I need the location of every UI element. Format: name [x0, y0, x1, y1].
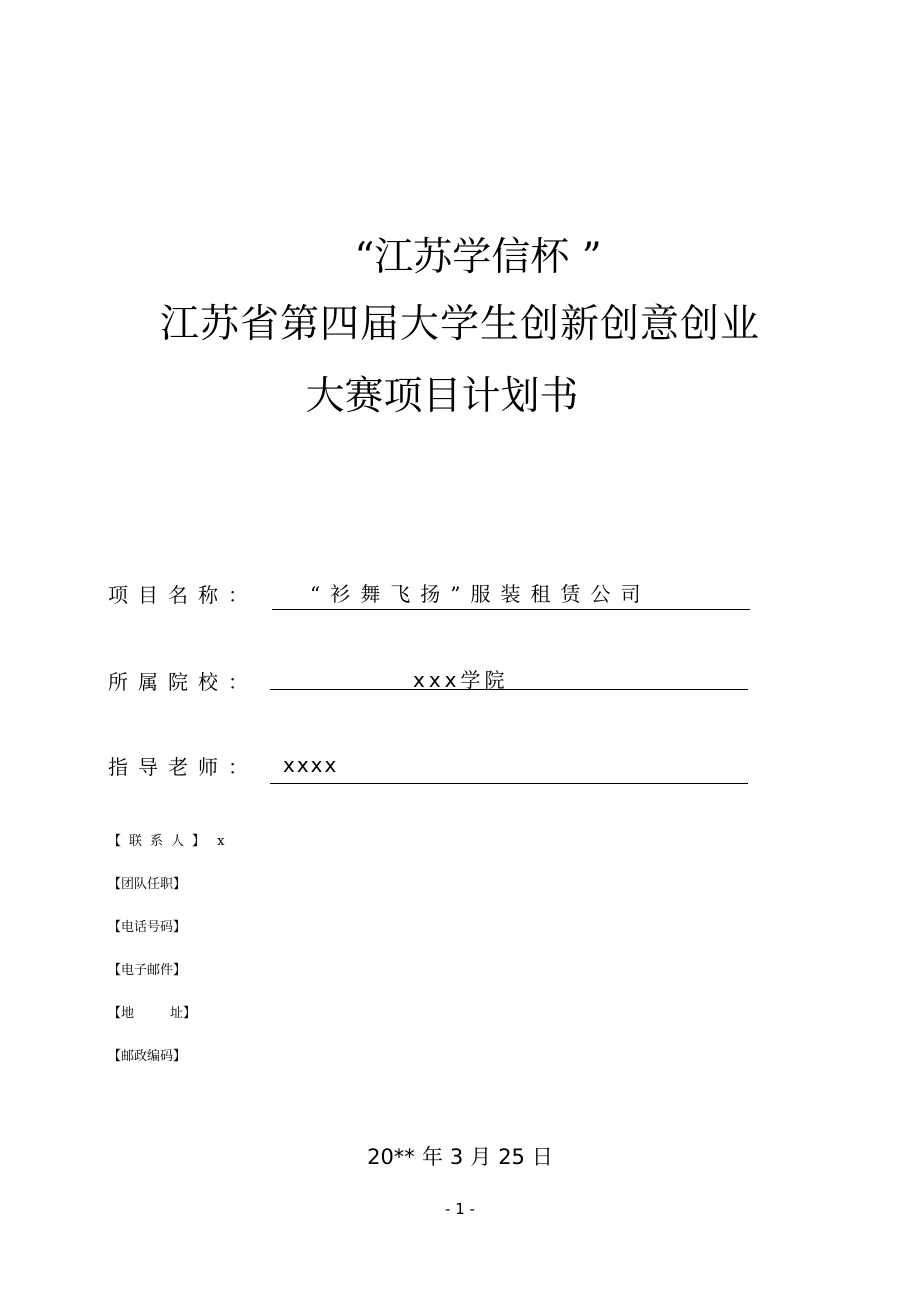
address-label-open: 【地 — [108, 1006, 135, 1021]
postcode-label: 【邮政编码】 — [108, 1049, 187, 1064]
contact-row — [108, 835, 225, 848]
team-role-label: 【团队任职】 — [108, 877, 187, 892]
postcode-row — [108, 1050, 186, 1063]
advisor-value: xxxx — [283, 753, 339, 777]
date-year: 20** — [367, 1145, 415, 1169]
title-line-2: 江苏省第四届大学生创新创意创业 — [159, 302, 760, 347]
date-month-unit: 月 — [470, 1145, 492, 1169]
advisor-label: 指导老师： — [108, 755, 258, 779]
date-line — [0, 1147, 920, 1168]
project-name-label: 项目名称： — [108, 583, 258, 607]
phone-row — [108, 921, 186, 934]
school-value: xxx学院 — [413, 668, 509, 692]
date-day: 25 — [498, 1145, 525, 1169]
contact-value: x — [217, 834, 225, 849]
project-name-underline — [272, 609, 750, 610]
school-label: 所属院校： — [108, 670, 258, 694]
title-line-1: “江苏学信杯 ” — [354, 235, 602, 280]
email-label: 【电子邮件】 — [108, 963, 187, 978]
address-row — [108, 1007, 196, 1020]
date-day-unit: 日 — [531, 1145, 553, 1169]
date-month: 3 — [449, 1145, 464, 1169]
contact-label: 【联系人】 — [108, 834, 214, 849]
team-role-row — [108, 878, 186, 891]
address-label-close: 址】 — [170, 1006, 197, 1021]
title-line-3: 大赛项目计划书 — [305, 374, 579, 419]
phone-label: 【电话号码】 — [108, 920, 187, 935]
school-underline — [270, 689, 748, 690]
project-name-value: “衫舞飞扬”服装租赁公司 — [310, 582, 651, 606]
page-number: - 1 - — [445, 1200, 475, 1218]
email-row — [108, 964, 186, 977]
date-year-unit: 年 — [421, 1145, 443, 1169]
advisor-underline — [270, 783, 748, 784]
